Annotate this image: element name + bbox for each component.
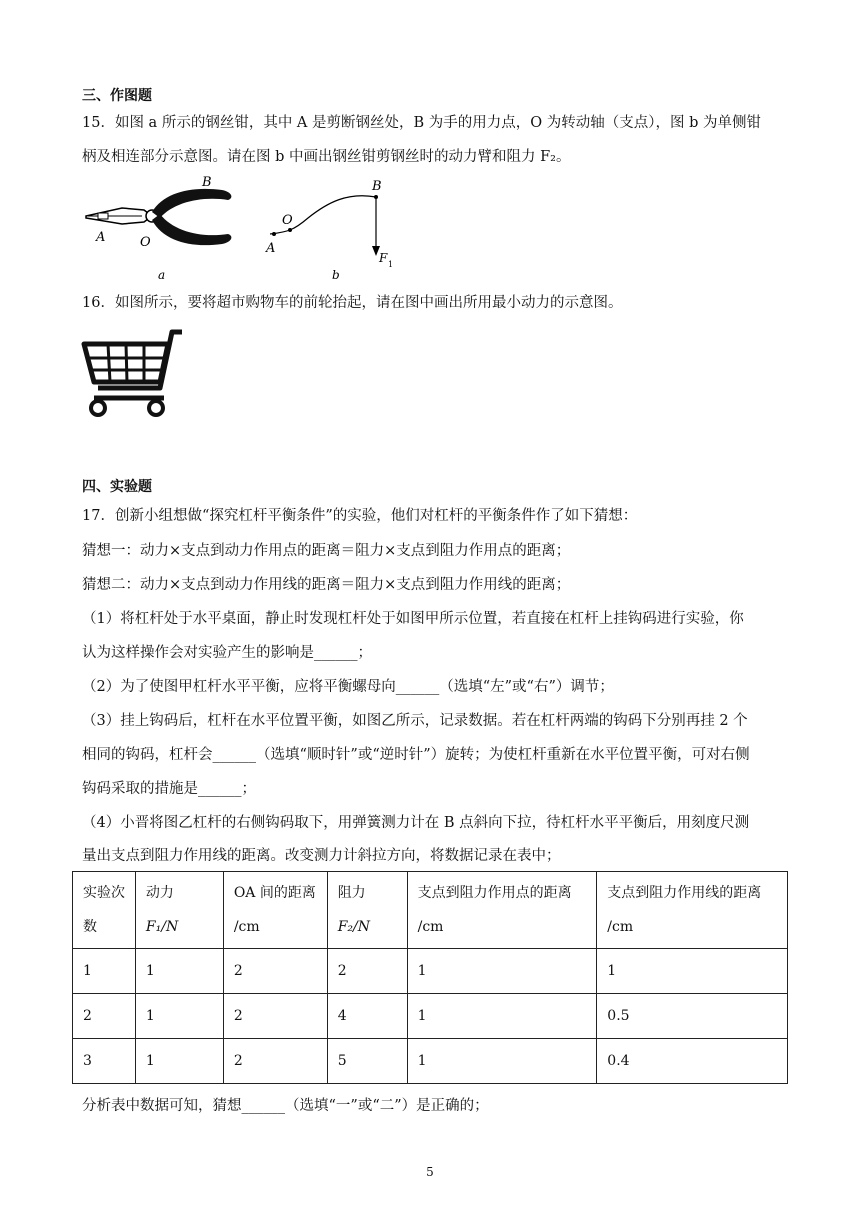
table-cell: 2 <box>223 1039 327 1084</box>
force-label-f-sub: 1 <box>388 260 394 269</box>
pliers-figure-a <box>82 172 242 282</box>
table-cell: 0.4 <box>597 1039 788 1084</box>
table-cell: 2 <box>327 949 407 994</box>
table-cell: 1 <box>135 994 223 1039</box>
cart-front-wheel <box>149 401 163 415</box>
q17-part3-line3: 钩码采取的措施是______； <box>82 781 256 797</box>
q15-text-line1: 15．如图 a 所示的钢丝钳，其中 A 是剪断钢丝处，B 为手的用力点，O 为转动轴（支点），图 b 为单侧钳 <box>82 115 762 131</box>
pliers-label-o: O <box>140 235 151 250</box>
table-cell: 3 <box>73 1039 136 1084</box>
lever-label-o: O <box>282 213 293 228</box>
table-row <box>73 1039 788 1084</box>
table-header-cell: 阻力 F₂/N <box>327 872 407 949</box>
experiment-data-table <box>72 871 788 1084</box>
force-label-f: F <box>379 251 388 265</box>
figure-a-caption: a <box>158 268 166 282</box>
table-cell: 1 <box>407 949 597 994</box>
q17-guess-1: 猜想一：动力×支点到动力作用点的距离＝阻力×支点到阻力作用点的距离； <box>82 543 571 559</box>
cart-bar-2 <box>126 344 127 382</box>
q17-guess-2: 猜想二：动力×支点到动力作用线的距离＝阻力×支点到阻力作用线的距离； <box>82 577 571 593</box>
lever-label-b: B <box>372 179 382 194</box>
shopping-cart-icon <box>80 328 190 420</box>
lever-point-o <box>288 228 292 232</box>
q17-part1-line2: 认为这样操作会对实验产生的影响是______； <box>82 645 372 661</box>
section-heading-experiment: 四、实验题 <box>82 479 152 495</box>
table-cell: 1 <box>597 949 788 994</box>
q17-part1-line1: （1）将杠杆处于水平桌面，静止时发现杠杆处于如图甲所示位置，若直接在杠杆上挂钩码进行实验，你 <box>82 611 744 627</box>
q17-conclusion: 分析表中数据可知，猜想______（选填“一”或“二”）是正确的； <box>82 1098 489 1114</box>
pliers-label-b: B <box>202 175 212 190</box>
q17-part4-line2: 量出支点到阻力作用线的距离。改变测力计斜拉方向，将数据记录在表中； <box>82 848 561 864</box>
q16-text: 16．如图所示，要将超市购物车的前轮抬起，请在图中画出所用最小动力的示意图。 <box>82 295 623 311</box>
lever-figure-b <box>258 172 418 282</box>
table-row <box>73 949 788 994</box>
table-cell: 2 <box>73 994 136 1039</box>
table-header-cell: OA 间的距离 /cm <box>223 872 327 949</box>
table-cell: 2 <box>223 949 327 994</box>
pliers-cutter-mark <box>98 213 108 219</box>
q17-part4-line1: （4）小晋将图乙杠杆的右侧钩码取下，用弹簧测力计在 B 点斜向下拉，待杠杆水平平衡后，用刻度尺测 <box>82 815 750 831</box>
table-header-cell: 支点到阻力作用线的距离 /cm <box>597 872 788 949</box>
page-number: 5 <box>426 1165 434 1179</box>
pliers-label-a: A <box>96 230 106 245</box>
figure-b-caption: b <box>332 268 340 282</box>
table-cell: 1 <box>73 949 136 994</box>
table-cell: 4 <box>327 994 407 1039</box>
q17-part2-line1: （2）为了使图甲杠杆水平平衡，应将平衡螺母向______（选填“左”或“右”）调节； <box>82 679 614 695</box>
q17-intro: 17．创新小组想做“探究杠杆平衡条件”的实验，他们对杠杆的平衡条件作了如下猜想： <box>82 508 638 524</box>
table-row <box>73 994 788 1039</box>
table-cell: 1 <box>135 1039 223 1084</box>
table-cell: 1 <box>407 994 597 1039</box>
lever-label-a: A <box>266 241 276 256</box>
table-cell: 5 <box>327 1039 407 1084</box>
table-cell: 0.5 <box>597 994 788 1039</box>
q17-part3-line2: 相同的钩码，杠杆会______（选填“顺时针”或“逆时针”）旋转；为使杠杆重新在水平位置平衡，可对右侧 <box>82 747 750 763</box>
pliers-upper-handle <box>152 189 231 218</box>
pliers-lower-handle <box>152 214 231 245</box>
cart-rear-wheel <box>91 401 105 415</box>
table-header-cell: 动力 F₁/N <box>135 872 223 949</box>
table-header-cell: 支点到阻力作用点的距离 /cm <box>407 872 597 949</box>
q15-text-line2: 柄及相连部分示意图。请在图 b 中画出钢丝钳剪钢丝时的动力臂和阻力 F₂。 <box>82 149 571 165</box>
lever-point-a <box>272 232 276 236</box>
q17-part3-line1: （3）挂上钩码后，杠杆在水平位置平衡，如图乙所示，记录数据。若在杠杆两端的钩码下分别再挂 2 个 <box>82 713 748 729</box>
section-heading-drawing: 三、作图题 <box>82 88 152 104</box>
table-cell: 1 <box>135 949 223 994</box>
table-header-cell: 实验次 数 <box>73 872 136 949</box>
table-cell: 1 <box>407 1039 597 1084</box>
cart-bar-1 <box>108 344 110 382</box>
table-header-row <box>73 872 788 949</box>
table-cell: 2 <box>223 994 327 1039</box>
